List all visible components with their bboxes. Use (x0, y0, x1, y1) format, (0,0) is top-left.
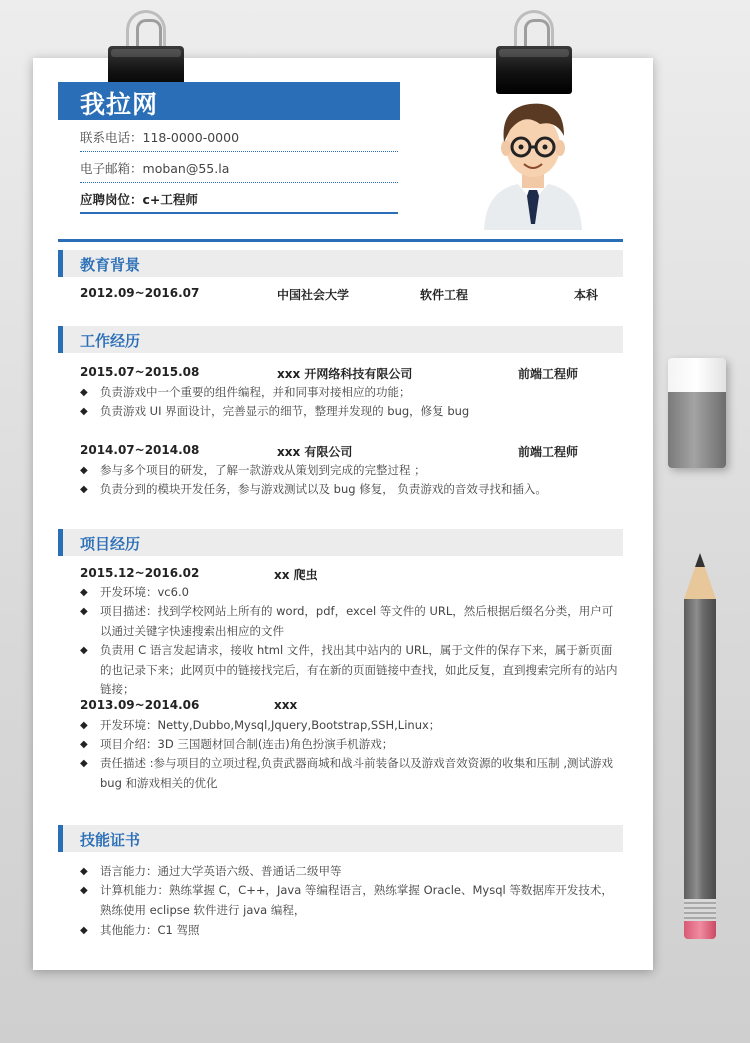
job-role: 前端工程师 (518, 445, 579, 459)
section-title: 技能证书 (80, 831, 141, 849)
email-line (80, 159, 398, 183)
education-row (80, 286, 620, 304)
email-value[interactable]: moban@55.la (142, 161, 230, 176)
position-value: c+工程师 (142, 192, 198, 207)
section-title: 项目经历 (80, 535, 141, 553)
diamond-bullet-icon: ◆ (80, 758, 88, 769)
education-school: 中国社会大学 (277, 288, 350, 302)
diamond-bullet-icon: ◆ (80, 885, 88, 896)
project-row (80, 698, 620, 716)
section-skills (58, 825, 623, 852)
list-item: ◆ 开发环境：vc6.0 (80, 583, 620, 603)
name-banner (58, 82, 400, 120)
eraser-icon (668, 358, 726, 468)
candidate-name: 我拉网 (80, 90, 159, 119)
project-row (80, 566, 620, 584)
section-education (58, 250, 623, 277)
list-item: ◆ 其他能力：C1 驾照 (80, 921, 620, 941)
list-item: ◆ 项目描述：找到学校网站上所有的 word，pdf，excel 等文件的 URL，然后根据后缀名分类，用户可以通过关键字快速搜索出相应的文件 (80, 604, 614, 638)
diamond-bullet-icon: ◆ (80, 606, 88, 617)
section-title: 工作经历 (80, 332, 141, 350)
header-divider (58, 239, 623, 242)
diamond-bullet-icon: ◆ (80, 465, 88, 476)
section-projects (58, 529, 623, 556)
phone-value: 118-0000-0000 (142, 130, 240, 145)
email-label: 电子邮箱： (80, 161, 143, 176)
diamond-bullet-icon: ◆ (80, 925, 88, 936)
education-degree: 本科 (574, 288, 599, 302)
list-item: ◆ 负责分到的模块开发任务，参与游戏测试以及 bug 修复， 负责游戏的音效寻找和插入。 (80, 480, 620, 500)
position-label: 应聘岗位： (80, 192, 143, 207)
list-item: ◆ 负责游戏中一个重要的组件编程，并和同事对接相应的功能； (80, 383, 620, 403)
list-item: ◆ 负责游戏 UI 界面设计，完善显示的细节，整理并发现的 bug，修复 bug (80, 402, 620, 422)
position-line (80, 190, 398, 214)
phone-line (80, 128, 398, 152)
list-item: ◆ 项目介绍：3D 三国题材回合制(连击)角色扮演手机游戏； (80, 735, 620, 755)
binder-clip-icon (496, 10, 572, 95)
diamond-bullet-icon: ◆ (80, 720, 88, 731)
list-item: ◆ 参与多个项目的研发，了解一款游戏从策划到完成的完整过程 ； (80, 461, 620, 481)
job-period: 2015.07~2015.08 (80, 365, 200, 379)
diamond-bullet-icon: ◆ (80, 387, 88, 398)
job-period: 2014.07~2014.08 (80, 443, 200, 457)
section-title: 教育背景 (80, 256, 141, 274)
education-major: 软件工程 (420, 288, 469, 302)
project-name: xxx (274, 698, 298, 712)
job-row (80, 365, 620, 383)
diamond-bullet-icon: ◆ (80, 739, 88, 750)
section-work (58, 326, 623, 353)
phone-label: 联系电话： (80, 130, 143, 145)
avatar (480, 90, 586, 230)
list-item: ◆ 计算机能力：熟练掌握 C，C++，Java 等编程语言，熟练掌握 Oracle、Mysql 等数据库开发技术，熟练使用 eclipse 软件进行 java 编程， (80, 883, 613, 917)
job-company: xxx 有限公司 (277, 445, 353, 459)
list-item: ◆ 开发环境：Netty,Dubbo,Mysql,Jquery,Bootstrap,SSH,Linux； (80, 716, 620, 736)
project-period: 2015.12~2016.02 (80, 566, 200, 580)
list-item: ◆ 负责用 C 语言发起请求，接收 html 文件，找出其中站内的 URL，属于文件的保存下来，属于新页面的也记录下来；此网页中的链接找完后，有在新的页面链接中查找，如此反复，直到搜索完所有的站内链接； (80, 643, 618, 696)
diamond-bullet-icon: ◆ (80, 587, 88, 598)
project-period: 2013.09~2014.06 (80, 698, 200, 712)
education-period: 2012.09~2016.07 (80, 286, 200, 300)
job-row (80, 443, 620, 461)
diamond-bullet-icon: ◆ (80, 406, 88, 417)
diamond-bullet-icon: ◆ (80, 866, 88, 877)
diamond-bullet-icon: ◆ (80, 484, 88, 495)
list-item: ◆ 责任描述 :参与项目的立项过程,负责武器商城和战斗前装备以及游戏音效资源的收集和压制 ,测试游戏 bug 和游戏相关的优化 (80, 756, 613, 790)
job-company: xxx 开网络科技有限公司 (277, 367, 413, 381)
project-name: xx 爬虫 (274, 568, 318, 582)
job-role: 前端工程师 (518, 367, 579, 381)
avatar-illustration (480, 90, 586, 230)
diamond-bullet-icon: ◆ (80, 645, 88, 656)
list-item: ◆ 语言能力：通过大学英语六级、普通话二级甲等 (80, 862, 620, 882)
pencil-icon (684, 553, 716, 943)
